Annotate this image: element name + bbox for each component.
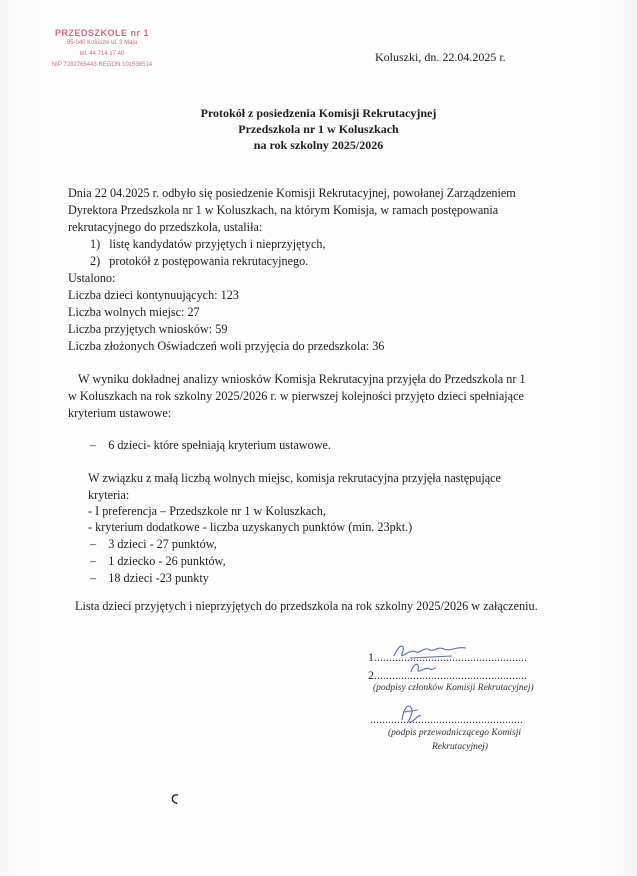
chair-signature-line: ...................................................: [370, 712, 523, 726]
finding-text: listę kandydatów przyjętych i nieprzyjętych,: [109, 237, 326, 251]
analysis-line-3: kryterium ustawowe:: [68, 406, 172, 420]
stat-accepted: Liczba przyjętych wniosków: 59: [68, 322, 228, 336]
stamp-ids: NIP 7282765443 REGON 101536514: [51, 62, 153, 68]
stamp-title: PRZEDSZKOLE nr 1: [54, 28, 149, 38]
intro-line-2: Dyrektora Przedszkola nr 1 w Koluszkach, na którym Komisja, w ramach postępowania: [68, 203, 499, 217]
stamp-address: 95-040 Koluszki ul. 3 Maja: [66, 40, 138, 46]
finding-item: [90, 237, 326, 252]
title-line-2: Przedszkola nr 1 w Koluszkach: [238, 122, 399, 136]
handwritten-signature: [390, 640, 470, 662]
chair-caption-2: Rekrutacyjnej): [432, 742, 488, 752]
attachment-note: Lista dzieci przyjętych i nieprzyjętych do przedszkola na rok szkolny 2025/2026 w załączeniu.: [75, 599, 538, 613]
signature-line-2: 2...................................................: [368, 668, 527, 682]
criteria-item: [90, 571, 209, 586]
criteria-line-2: kryteria:: [88, 488, 130, 502]
criteria-item-text: 1 dziecko - 26 punktów,: [108, 554, 226, 568]
stamp-phone: tel. 44 714 17 40: [79, 51, 125, 57]
finding-text: protokół z postępowania rekrutacyjnego.: [109, 254, 309, 268]
intro-line-3: rekrutacyjnego do przedszkola, ustaliła:: [68, 220, 263, 234]
title-line-3: na rok szkolny 2025/2026: [253, 138, 384, 152]
statutory-text: 6 dzieci- które spełniają kryterium ustawowe.: [108, 438, 331, 452]
statutory-item: [90, 438, 331, 453]
criteria-line-3: - I preferencja – Przedszkole nr 1 w Koluszkach,: [88, 504, 326, 518]
criteria-line-1: W związku z małą liczbą wolnych miejsc, komisja rekrutacyjna przyjęła następujące: [88, 471, 501, 485]
criteria-item: [90, 554, 226, 569]
criteria-item: [90, 537, 217, 552]
intro-line-1: Dnia 22 04.2025 r. odbyło się posiedzenie Komisji Rekrutacyjnej, powołanej Zarządzeniem: [68, 186, 516, 200]
stat-free-places: Liczba wolnych miejsc: 27: [68, 305, 200, 319]
dash-bullet: –: [90, 571, 97, 585]
dash-bullet: –: [90, 537, 97, 551]
handwritten-signature: [398, 700, 424, 726]
title-line-1: Protokół z posiedzenia Komisji Rekrutacyjnej: [200, 106, 437, 120]
place-date: Koluszki, dn. 22.04.2025 r.: [375, 50, 506, 64]
criteria-line-4: - kryterium dodatkowe - liczba uzyskanych punktów (min. 23pkt.): [88, 520, 413, 534]
criteria-item-text: 3 dzieci - 27 punktów,: [108, 537, 217, 551]
finding-number: 1): [90, 237, 101, 251]
members-caption: (podpisy członków Komisji Rekrutacyjnej): [373, 683, 534, 693]
institution-stamp: [22, 28, 182, 71]
stat-declarations: Liczba złożonych Oświadczeń woli przyjęcia do przedszkola: 36: [68, 339, 385, 353]
finding-item: [90, 254, 308, 269]
criteria-item-text: 18 dzieci -23 punkty: [108, 571, 209, 585]
analysis-line-2: w Koluszkach na rok szkolny 2025/2026 r. w pierwszej kolejności przyjęto dzieci spełniające: [68, 389, 524, 403]
stat-continuing: Liczba dzieci kontynuujących: 123: [68, 288, 239, 302]
handwritten-signature: [408, 660, 438, 676]
analysis-line-1: W wyniku dokładnej analizy wniosków Komisja Rekrutacyjna przyjęła do Przedszkola nr 1: [78, 372, 526, 386]
chair-caption-1: (podpis przewodniczącego Komisji: [388, 728, 521, 738]
finding-number: 2): [90, 254, 101, 268]
signature-line-1: 1...................................................: [368, 650, 527, 664]
stats-heading: Ustalono:: [68, 271, 116, 285]
dash-bullet: –: [90, 554, 97, 568]
dash-bullet: –: [90, 438, 97, 452]
stray-pen-mark: [168, 792, 182, 806]
